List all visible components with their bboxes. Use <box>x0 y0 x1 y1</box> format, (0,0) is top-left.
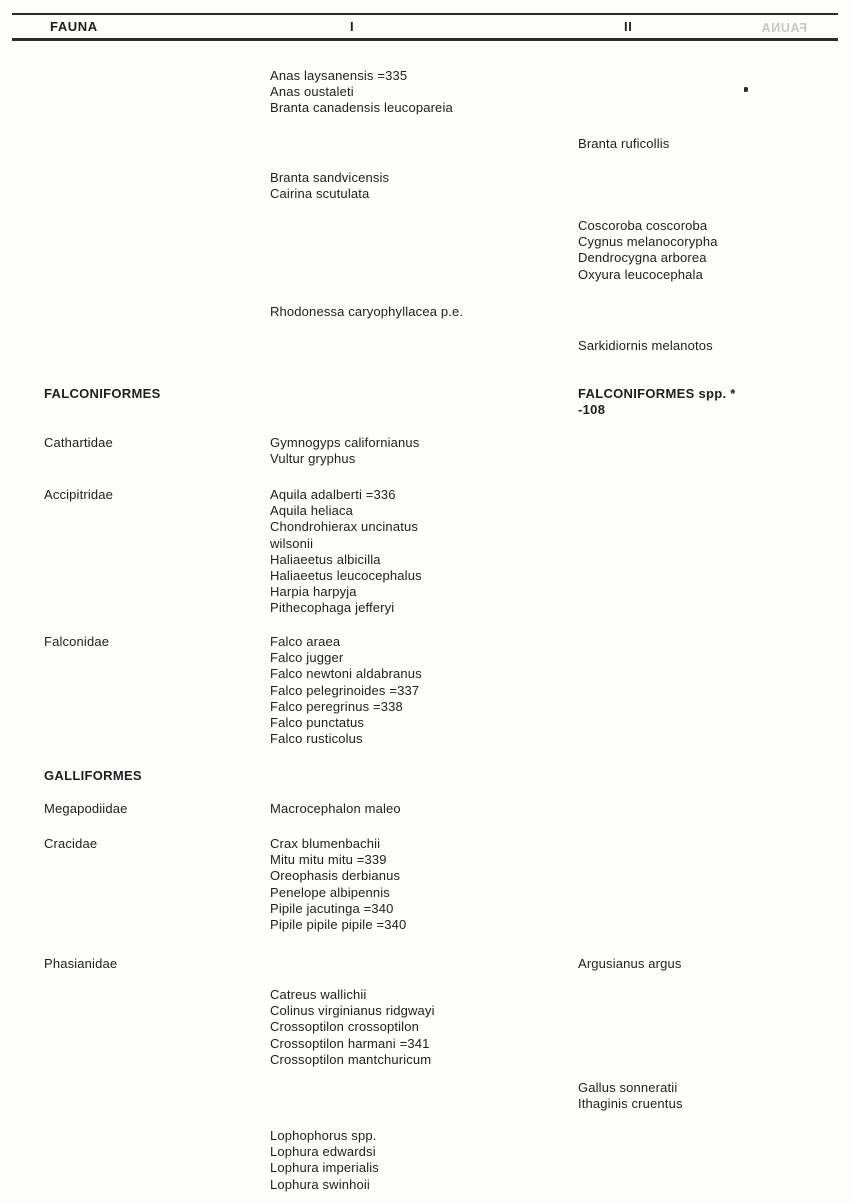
species-name: Harpia harpyja <box>270 584 357 600</box>
family-name: Megapodiidae <box>44 801 128 816</box>
species-name: Oxyura leucocephala <box>578 266 703 282</box>
species-name: Pipile jacutinga =340 <box>270 900 394 916</box>
species-name: Branta sandvicensis <box>270 170 390 185</box>
species-block <box>270 170 389 202</box>
family-block <box>44 836 97 852</box>
species-block <box>270 304 463 320</box>
header-rule-bottom <box>12 38 838 41</box>
ink-speck <box>744 87 748 92</box>
family-block <box>44 634 109 650</box>
order-heading: FALCONIFORMES spp. * <box>578 386 736 401</box>
column-header-appendix-1: I <box>350 19 355 34</box>
species-name: Colinus virginianus ridgwayi <box>270 1003 435 1019</box>
species-name: Gymnogyps californianus <box>270 435 420 450</box>
species-name: Falco araea <box>270 634 341 649</box>
species-name: Crossoptilon mantchuricum <box>270 1051 432 1067</box>
species-name: Mitu mitu mitu =339 <box>270 852 387 868</box>
species-name: Anas oustaleti <box>270 84 354 100</box>
family-name: Phasianidae <box>44 956 118 971</box>
species-name: Falco punctatus <box>270 715 365 731</box>
species-name: Argusianus argus <box>578 956 682 971</box>
header-rule-top <box>12 13 838 15</box>
family-block <box>44 956 117 972</box>
species-name: Catreus wallichii <box>270 987 367 1002</box>
family-name: Cathartidae <box>44 435 113 450</box>
species-name: Ithaginis cruentus <box>578 1096 683 1112</box>
order-block <box>44 386 161 402</box>
species-name: Branta canadensis leucopareia <box>270 100 453 116</box>
species-name: Aquila heliaca <box>270 503 354 519</box>
species-name: Vultur gryphus <box>270 451 356 467</box>
species-block <box>578 956 682 972</box>
family-block <box>44 435 113 451</box>
species-name: Rhodonessa caryophyllacea p.e. <box>270 304 464 319</box>
species-block <box>270 1128 379 1193</box>
species-name: Falco rusticolus <box>270 731 363 747</box>
species-name: Lophophorus spp. <box>270 1128 377 1143</box>
species-name: Haliaeetus leucocephalus <box>270 568 422 584</box>
species-name: Oreophasis derbianus <box>270 868 401 884</box>
species-name: Falco newtoni aldabranus <box>270 666 422 682</box>
order-block <box>578 386 736 418</box>
species-block <box>578 338 713 354</box>
species-name: Penelope albipennis <box>270 884 390 900</box>
species-name: Dendrocygna arborea <box>578 250 707 266</box>
species-block <box>578 218 718 283</box>
species-block <box>270 487 422 617</box>
species-name: Pithecophaga jefferyi <box>270 600 395 616</box>
species-name: Falco pelegrinoides =337 <box>270 682 420 698</box>
species-block <box>270 634 422 747</box>
family-block <box>44 801 127 817</box>
species-name: Branta ruficollis <box>578 136 670 151</box>
species-name: Anas laysanensis =335 <box>270 68 408 83</box>
species-block <box>270 836 406 933</box>
order-heading: FALCONIFORMES <box>44 386 161 401</box>
species-name: Crossoptilon harmani =341 <box>270 1035 430 1051</box>
species-name: Lophura imperialis <box>270 1160 379 1176</box>
column-header-fauna: FAUNA <box>50 19 98 34</box>
species-name: Lophura swinhoii <box>270 1176 370 1192</box>
species-name: wilsonii <box>270 535 314 551</box>
species-name: Macrocephalon maleo <box>270 801 401 816</box>
order-block <box>44 768 142 784</box>
species-name: Falco peregrinus =338 <box>270 698 403 714</box>
order-heading: GALLIFORMES <box>44 768 142 783</box>
species-name: Falco jugger <box>270 650 344 666</box>
species-name: Crax blumenbachii <box>270 836 381 851</box>
species-block <box>578 1080 683 1112</box>
species-name: Chondrohierax uncinatus <box>270 519 418 535</box>
species-name: Crossoptilon crossoptilon <box>270 1019 419 1035</box>
species-block <box>270 68 453 117</box>
species-block <box>270 435 419 467</box>
species-name: Cairina scutulata <box>270 186 370 202</box>
bleed-through-text: FAUNA <box>760 21 808 35</box>
species-block <box>270 801 401 817</box>
species-block <box>578 136 669 152</box>
family-block <box>44 487 113 503</box>
species-name: Gallus sonneratii <box>578 1080 678 1095</box>
order-heading: -108 <box>578 402 606 418</box>
species-name: Cygnus melanocorypha <box>578 234 718 250</box>
family-name: Cracidae <box>44 836 98 851</box>
species-name: Haliaeetus albicilla <box>270 551 381 567</box>
species-name: Sarkidiornis melanotos <box>578 338 713 353</box>
species-name: Lophura edwardsi <box>270 1144 376 1160</box>
family-name: Falconidae <box>44 634 110 649</box>
species-block <box>270 987 435 1068</box>
column-header-appendix-2: II <box>624 19 633 34</box>
family-name: Accipitridae <box>44 487 113 502</box>
species-name: Aquila adalberti =336 <box>270 487 396 502</box>
species-name: Pipile pipile pipile =340 <box>270 917 407 933</box>
species-name: Coscoroba coscoroba <box>578 218 708 233</box>
